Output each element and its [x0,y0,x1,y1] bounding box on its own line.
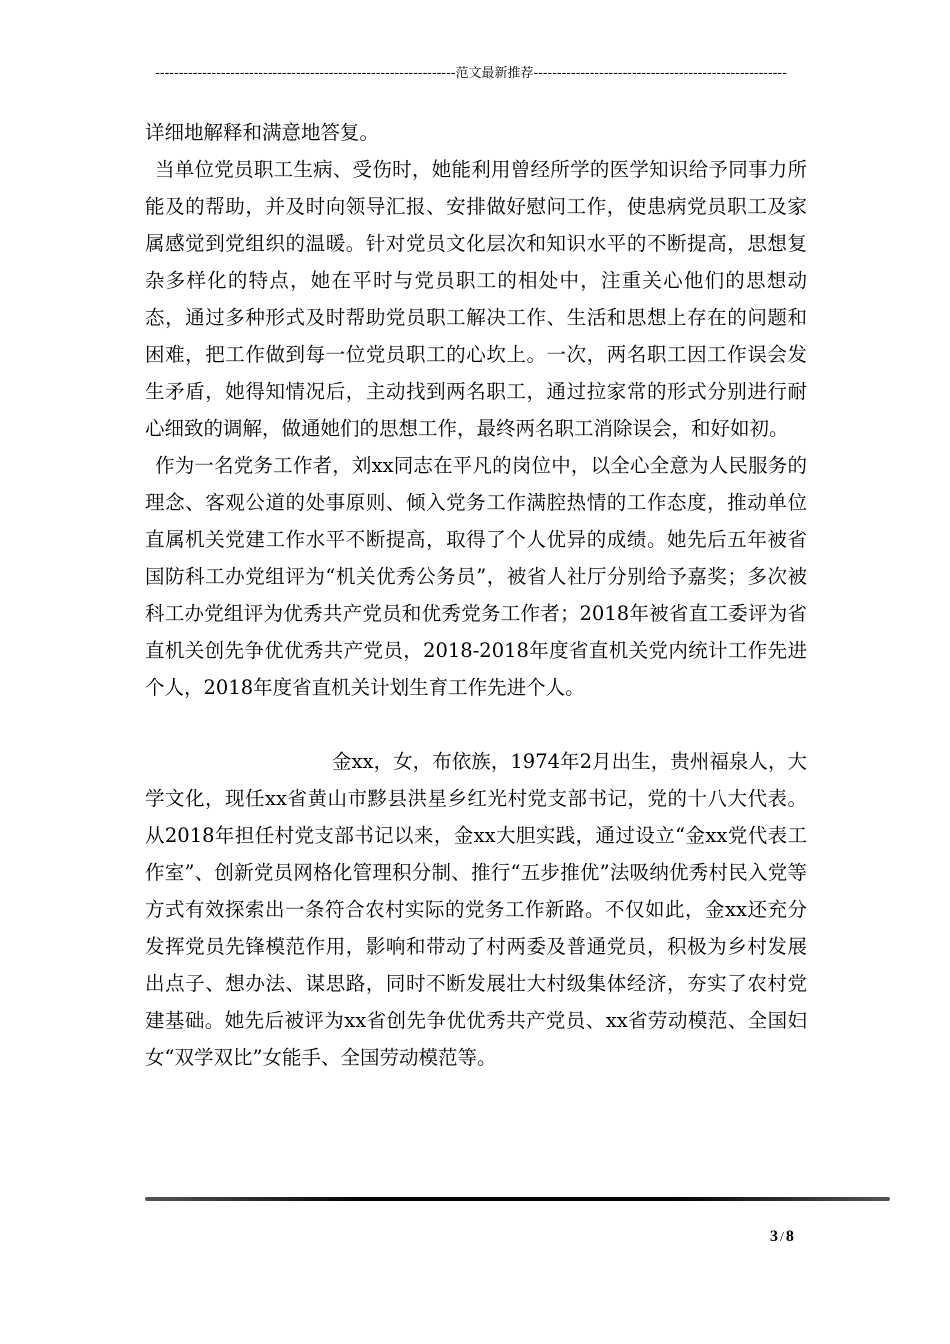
paragraph-gap [145,706,807,743]
page-current: 3 [770,1228,778,1245]
paragraph-4: 金xx，女，布依族，1974年2月出生，贵州福泉人，大学文化，现任xx省黄山市黟县洪星乡红光村党支部书记，党的十八大代表。从2018年担任村党支部书记以来，金xx大胆实践，通过设立“金xx党代表工作室”、创新党员网格化管理积分制、推行“五步推优”法吸纳优秀村民入党等方式有效探索出一条符合农村实际的党务工作新路。不仅如此，金xx还充分发挥党员先锋模范作用，影响和带动了村两委及普通党员，积极为乡村发展出点子、想办法、谋思路，同时不断发展壮大村级集体经济，夯实了农村党建基础。她先后被评为xx省创先争优优秀共产党员、xx省劳动模范、全国妇女“双学双比”女能手、全国劳动模范等。 [145,750,807,1069]
page-number [770,1228,794,1246]
document-body [145,114,807,1076]
page-header: ----------------------------------------------------------------范文最新推荐------------------------------------------------------ [155,66,787,81]
paragraph-2: 当单位党员职工生病、受伤时，她能利用曾经所学的医学知识给予同事力所能及的帮助，并及时向领导汇报、安排做好慰问工作，使患病党员职工及家属感觉到党组织的温暖。针对党员文化层次和知识水平的不断提高，思想复杂多样化的特点，她在平时与党员职工的相处中，注重关心他们的思想动态，通过多种形式及时帮助党员职工解决工作、生活和思想上存在的问题和困难，把工作做到每一位党员职工的心坎上。一次，两名职工因工作误会发生矛盾，她得知情况后，主动找到两名职工，通过拉家常的形式分别进行耐心细致的调解，做通她们的思想工作，最终两名职工消除误会，和好如初。 [145,158,807,440]
page-separator: / [780,1230,784,1245]
paragraph-1: 详细地解释和满意地答复。 [145,121,380,144]
footer-rule [145,1197,890,1201]
paragraph-3: 作为一名党务工作者，刘xx同志在平凡的岗位中，以全心全意为人民服务的理念、客观公道的处事原则、倾入党务工作满腔热情的工作态度，推动单位直属机关党建工作水平不断提高，取得了个人优异的成绩。她先后五年被省国防科工办党组评为“机关优秀公务员”，被省人社厅分别给予嘉奖；多次被科工办党组评为优秀共产党员和优秀党务工作者；2018年被省直工委评为省直机关创先争优优秀共产党员，2018-2018年度省直机关党内统计工作先进个人，2018年度省直机关计划生育工作先进个人。 [145,454,807,699]
page-total: 8 [785,1228,794,1245]
